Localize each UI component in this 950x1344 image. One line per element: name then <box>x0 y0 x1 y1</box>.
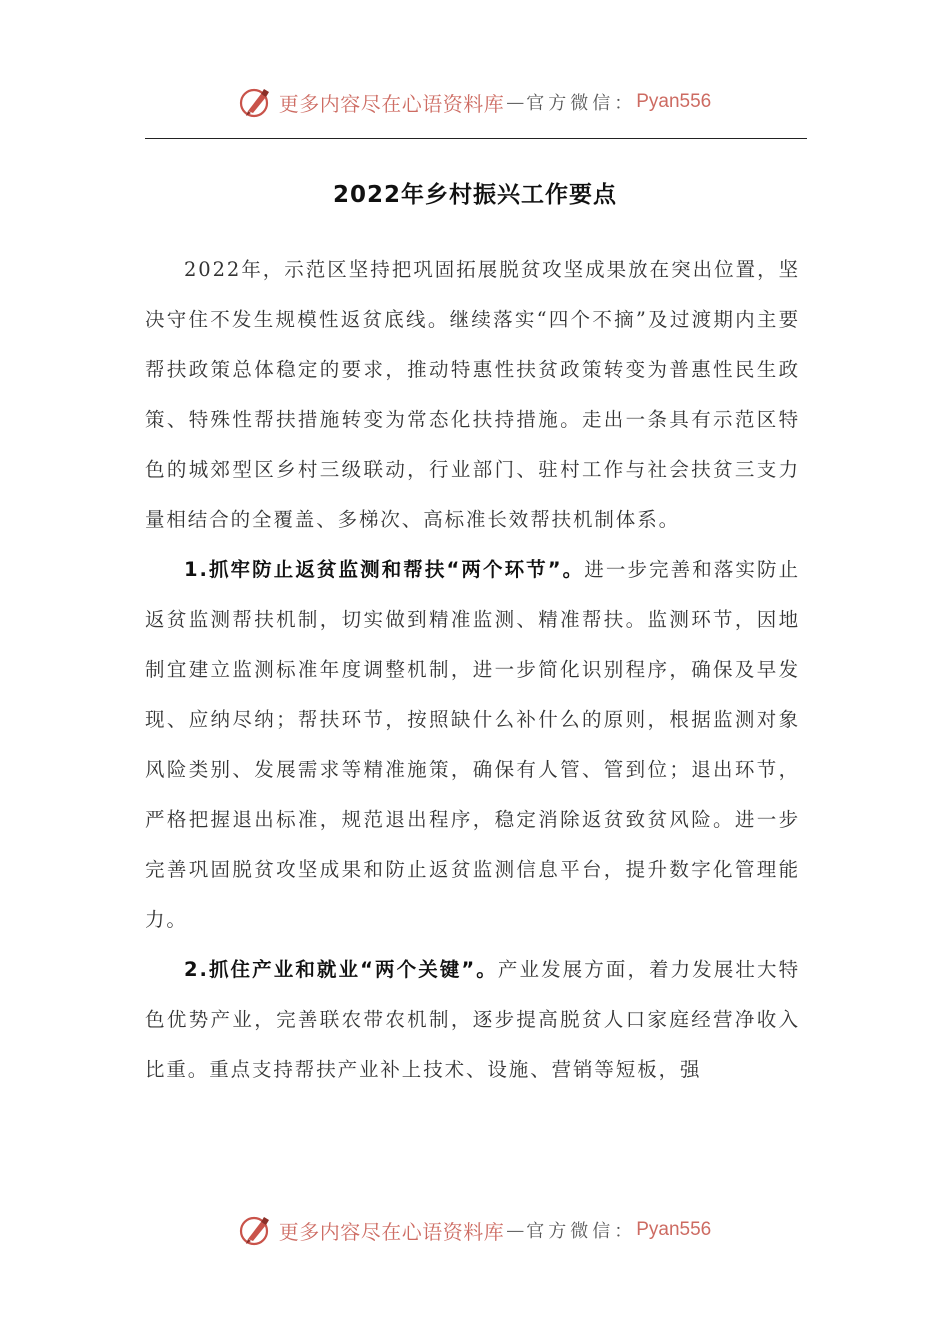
pen-nib-logo-icon <box>239 85 273 119</box>
intro-paragraph: 2022年，示范区坚持把巩固拓展脱贫攻坚成果放在突出位置，坚决守住不发生规模性返贫底线。继续落实“四个不摘”及过渡期内主要帮扶政策总体稳定的要求，推动特惠性扶贫政策转变为普惠性民生政策、特殊性帮扶措施转变为常态化扶持措施。走出一条具有示范区特色的城郊型区乡村三级联动，行业部门、驻村工作与社会扶贫三支力量相结合的全覆盖、多梯次、高标准长效帮扶机制体系。 <box>145 258 800 531</box>
section-1-heading: 1.抓牢防止返贫监测和帮扶“两个环节”。 <box>184 558 585 581</box>
page-footer <box>0 1210 950 1250</box>
section-1-paragraph <box>145 545 800 945</box>
header-separator: — <box>506 91 525 113</box>
section-2-heading: 2.抓住产业和就业“两个关键”。 <box>184 958 498 981</box>
section-2-body: 产业发展方面，着力发展壮大特色优势产业，完善联农带农机制，逐步提高脱贫人口家庭经营净收入比重。重点支持帮扶产业补上技术、设施、营销等短板，强 <box>145 958 800 1081</box>
section-1-body: 进一步完善和落实防止返贫监测帮扶机制，切实做到精准监测、精准帮扶。监测环节，因地制宜建立监测标准年度调整机制，进一步简化识别程序，确保及早发现、应纳尽纳；帮扶环节，按照缺什么补什么的原则，根据监测对象风险类别、发展需求等精准施策，确保有人管、管到位；退出环节，严格把握退出标准，规范退出程序，稳定消除返贫致贫风险。进一步完善巩固脱贫攻坚成果和防止返贫监测信息平台，提升数字化管理能力。 <box>145 558 800 931</box>
document-title: 2022年乡村振兴工作要点 <box>332 182 617 208</box>
footer-brand-text: 更多内容尽在心语资料库 <box>278 1219 505 1244</box>
footer-wechat-label: 官方微信： <box>526 1221 637 1242</box>
section-2-paragraph <box>145 945 800 1095</box>
pen-nib-logo-icon <box>239 1213 273 1247</box>
page-header <box>0 82 950 122</box>
footer-separator: — <box>506 1219 525 1241</box>
footer-wechat-handle: Pyan556 <box>636 1219 712 1240</box>
header-brand-text: 更多内容尽在心语资料库 <box>278 91 505 116</box>
header-wechat-handle: Pyan556 <box>636 91 712 112</box>
header-wechat-label: 官方微信： <box>526 93 637 114</box>
document-body <box>145 245 800 1095</box>
header-divider <box>145 138 807 139</box>
